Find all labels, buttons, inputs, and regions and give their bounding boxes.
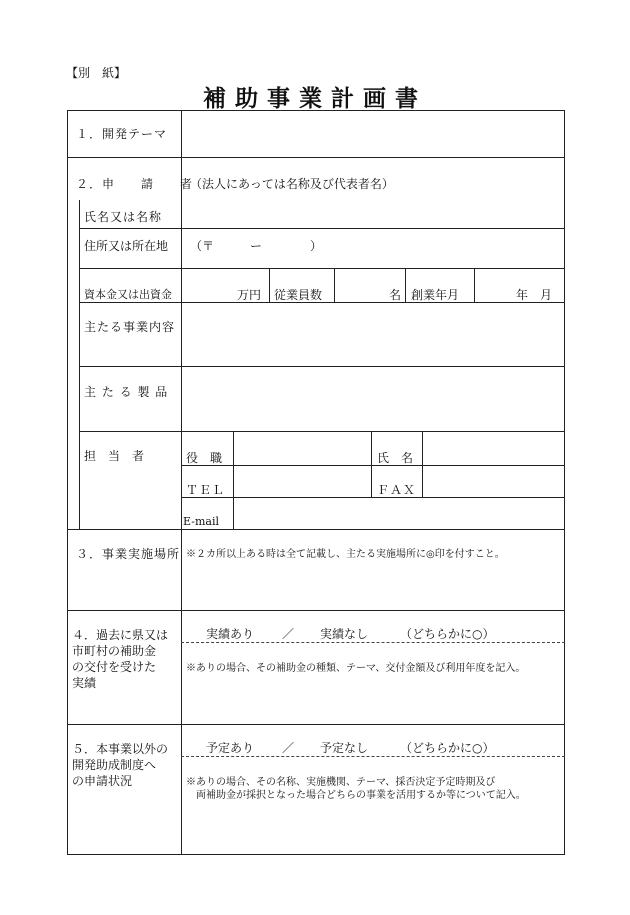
founded-input[interactable] — [475, 269, 515, 302]
email-label: E-mail — [183, 515, 219, 528]
option-separator: ／ — [282, 741, 295, 755]
person-name-label: 氏 名 — [377, 451, 414, 465]
name-label: 氏名又は名称 — [84, 210, 163, 224]
section-other-applications-label: ５．本事業以外の 開発助成制度へ の申請状況 — [72, 742, 169, 788]
location-input[interactable] — [182, 563, 564, 609]
other-applications-note: ※ありの場合、その名称、実施機関、テーマ、採否決定予定時期及び 両補助金が採択となった場合どちらの事業を活用するか等について記入。 — [186, 777, 526, 801]
theme-input[interactable] — [182, 111, 564, 157]
tel-label: ＴＥＬ — [186, 483, 226, 497]
position-input[interactable] — [234, 432, 370, 465]
address-label: 住所又は所在地 — [84, 239, 169, 253]
applicant-name-input[interactable] — [182, 193, 564, 228]
section-theme-label: １．開発テーマ — [76, 127, 168, 141]
capital-unit: 万円 — [237, 288, 262, 302]
page-title: 補助事業計画書 — [203, 86, 427, 112]
person-name-input[interactable] — [423, 432, 564, 465]
other-applications-input[interactable] — [182, 808, 564, 854]
employees-input[interactable] — [335, 269, 387, 302]
section-location-label: ３．事業実施場所 — [76, 547, 181, 561]
address-input[interactable] — [330, 229, 564, 268]
past-subsidy-input[interactable] — [182, 678, 564, 723]
option-separator: ／ — [282, 627, 295, 641]
contact-label: 担 当 者 — [84, 449, 145, 463]
email-input[interactable] — [234, 498, 564, 529]
founded-label: 創業年月 — [411, 288, 460, 302]
fax-label: ＦＡＸ — [377, 483, 417, 497]
business-label: 主たる事業内容 — [84, 320, 176, 334]
fax-input[interactable] — [423, 466, 564, 497]
products-label: 主 た る 製 品 — [84, 385, 169, 399]
section-applicant-label: ２．申 請 者 — [76, 177, 194, 191]
applicant-note: （法人にあっては名称及び代表者名） — [190, 177, 394, 191]
past-subsidy-choose-hint: （どちらかに○） — [400, 627, 495, 641]
other-applications-option-yes[interactable]: 予定あり — [206, 741, 255, 755]
location-note: ※２カ所以上ある時は全て記載し、主たる実施場所に◎印を付すこと。 — [186, 549, 505, 560]
past-subsidy-option-yes[interactable]: 実績あり — [206, 627, 255, 641]
employees-label: 従業員数 — [274, 288, 323, 302]
other-applications-option-no[interactable]: 予定なし — [320, 741, 369, 755]
products-input[interactable] — [182, 367, 564, 431]
capital-label: 資本金又は出資金 — [84, 288, 172, 301]
business-input[interactable] — [182, 303, 564, 366]
past-subsidy-note: ※ありの場合、その補助金の種類、テーマ、交付金額及び利用年度を記入。 — [186, 663, 526, 674]
other-applications-choose-hint: （どちらかに○） — [400, 741, 495, 755]
attachment-label: 【別 紙】 — [66, 66, 127, 80]
postal-code-format: （〒 ー ） — [190, 239, 323, 253]
founded-unit: 年 月 — [516, 288, 553, 302]
capital-input[interactable] — [182, 269, 234, 302]
position-label: 役 職 — [186, 451, 223, 465]
employees-unit: 名 — [389, 288, 402, 302]
tel-input[interactable] — [234, 466, 370, 497]
section-past-subsidy-label: ４．過去に県又は 市町村の補助金 の交付を受けた 実績 — [72, 628, 169, 690]
past-subsidy-option-no[interactable]: 実績なし — [320, 627, 369, 641]
